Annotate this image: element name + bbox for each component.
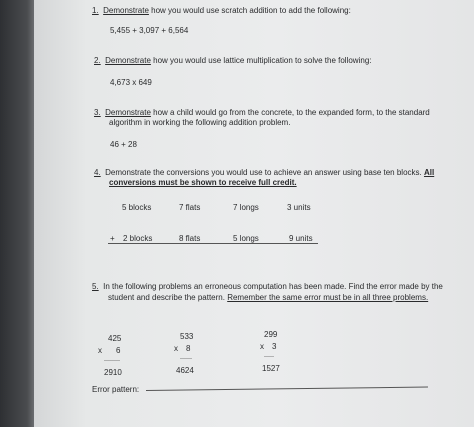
problem-c-dashes: ----- [264,354,274,360]
row1-blocks: 5 blocks [122,203,152,212]
problem-b-top: 533 [180,332,194,341]
problem-a-bottom: 6 [116,346,121,355]
question-1 [92,6,351,16]
problem-b-dashes: ------ [180,356,192,362]
problem-c-top: 299 [264,330,278,339]
problem-b-operator: x [174,344,178,353]
page-edge-shadow [0,0,34,427]
addition-plus-sign: + [110,234,115,243]
question-2-number: 2. [94,56,101,65]
question-1-text: how you would use scratch addition to add the following: [148,6,351,15]
row2-blocks: 2 blocks [123,234,153,243]
problem-a-answer: 2910 [104,368,122,377]
problem-a-dashes: -------- [104,358,120,364]
question-2-verb: Demonstrate [105,56,151,65]
row2-longs: 5 longs [233,234,259,243]
problem-c-operator: x [260,342,264,351]
row1-units: 3 units [287,203,311,212]
question-1-expression: 5,455 + 3,097 + 6,564 [110,26,189,35]
question-5-text-line2 [108,293,428,303]
question-3-text: how a child would go from the concrete, to the expanded form, to the standard [150,108,430,117]
question-2-expression: 4,673 x 649 [110,78,152,87]
question-1-verb: Demonstrate [103,6,149,15]
question-4-number: 4. [94,168,101,177]
question-3 [94,108,430,118]
question-3-text-line2: algorithm in working the following addition problem. [109,118,291,127]
row2-units: 9 units [289,234,313,243]
question-5 [92,282,443,292]
row1-flats: 7 flats [179,203,201,212]
question-4-requirement: conversions must be shown to receive full credit. [109,178,297,187]
question-5-text-line2-plain: student and describe the pattern. [108,293,228,302]
question-4-bold-all: All [423,168,435,177]
question-5-number: 5. [92,282,99,291]
question-2 [94,56,371,66]
row1-longs: 7 longs [233,203,259,212]
problem-a-top: 425 [108,334,122,343]
problem-c-bottom: 3 [272,342,277,351]
problem-b-bottom: 8 [186,344,191,353]
question-4-text: Demonstrate the conversions you would use to achieve an answer using base ten blocks. [105,168,424,177]
question-3-expression: 46 + 28 [110,140,137,149]
question-2-text: how you would use lattice multiplication to solve the following: [150,56,372,65]
problem-c-answer: 1527 [262,364,280,373]
error-pattern-answer-line[interactable] [146,387,428,391]
problem-a-operator: x [98,346,102,355]
question-1-number: 1. [92,6,99,15]
problem-b-answer: 4624 [176,366,194,375]
row2-flats: 8 flats [179,234,201,243]
error-pattern-label: Error pattern: [92,385,140,394]
question-3-verb: Demonstrate [105,108,151,117]
addition-sum-line [108,243,318,244]
question-3-number: 3. [94,108,101,117]
worksheet-page [34,0,474,427]
question-5-text: In the following problems an erroneous computation has been made. Find the error made by the [103,282,443,291]
question-5-requirement: Remember the same error must be in all three problems. [227,293,429,302]
question-4 [94,168,434,178]
